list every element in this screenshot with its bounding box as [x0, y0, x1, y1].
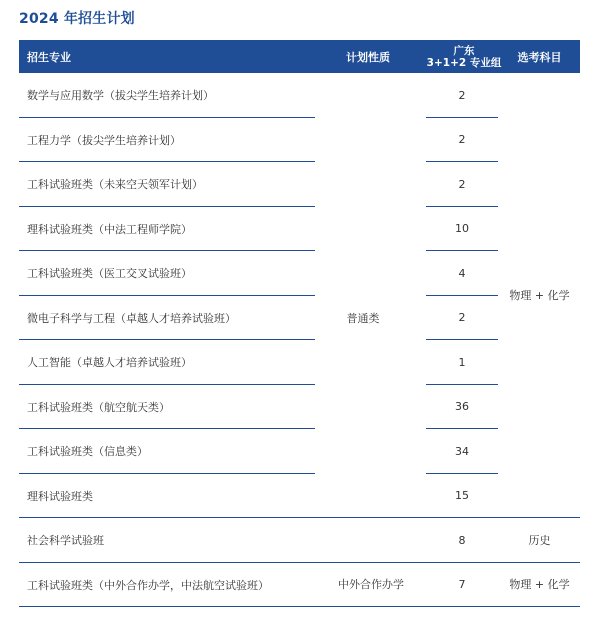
subjects-physics-chemistry-2: 物理 + 化学	[509, 578, 570, 591]
row-count: 10	[455, 222, 469, 236]
row-count: 2	[458, 88, 466, 102]
row-count: 15	[455, 489, 469, 503]
row-major: 工科试验班类（中外合作办学，中法航空试验班）	[27, 578, 269, 592]
row-divider	[19, 606, 580, 607]
row-count: 2	[458, 177, 466, 191]
row-count: 36	[455, 400, 469, 414]
row-major: 工科试验班类（信息类）	[27, 445, 148, 459]
header-guangdong	[425, 40, 503, 73]
header-nature: 计划性质	[346, 50, 390, 64]
row-count: 7	[458, 578, 466, 592]
nature-general: 普通类	[346, 312, 380, 325]
subjects-physics-chemistry: 物理 + 化学	[509, 289, 570, 302]
header-guangdong-line1: 广东	[453, 44, 475, 57]
row-count: 1	[458, 355, 466, 369]
admission-plan-table	[19, 40, 580, 608]
row-major: 微电子科学与工程（卓越人才培养试验班）	[27, 311, 236, 325]
row-major: 理科试验班类（中法工程师学院）	[27, 222, 192, 236]
header-guangdong-line2: 3+1+2 专业组	[426, 56, 502, 69]
subjects-history: 历史	[528, 534, 551, 547]
row-major: 工科试验班类（航空航天类）	[27, 400, 170, 414]
row-count: 8	[458, 533, 466, 547]
row-major: 工科试验班类（未来空天领军计划）	[27, 178, 203, 192]
row-count: 34	[455, 444, 469, 458]
row-major: 理科试验班类	[27, 489, 93, 503]
page-title: 2024 年招生计划	[19, 11, 135, 27]
row-count: 2	[458, 133, 466, 147]
row-major: 人工智能（卓越人才培养试验班）	[27, 356, 192, 370]
header-subjects: 选考科目	[517, 50, 562, 64]
row-major: 数学与应用数学（拔尖学生培养计划）	[27, 89, 214, 103]
nature-sino-foreign: 中外合作办学	[338, 578, 404, 591]
row-count: 2	[458, 311, 466, 325]
row-major: 工程力学（拔尖学生培养计划）	[27, 133, 181, 147]
table-header	[19, 40, 580, 73]
row-count: 4	[458, 266, 466, 280]
row-major: 社会科学试验班	[27, 534, 104, 548]
row-major: 工科试验班类（医工交叉试验班）	[27, 267, 192, 281]
header-major: 招生专业	[27, 50, 71, 64]
